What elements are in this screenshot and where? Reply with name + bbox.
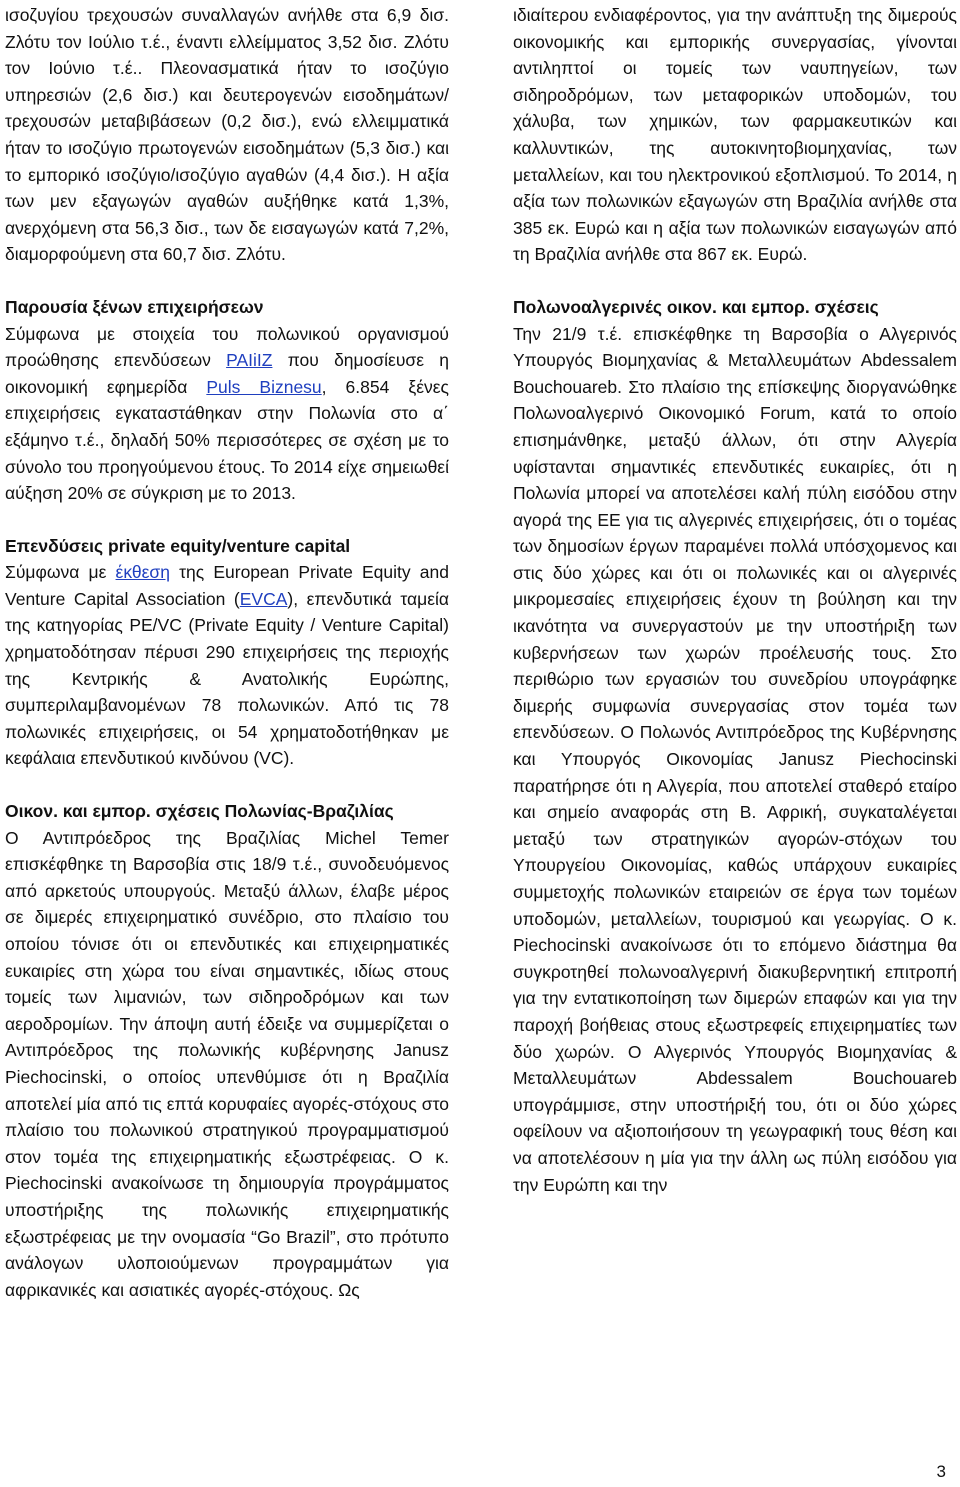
text-segment: , 6.854 ξένες επιχειρήσεις εγκαταστάθηκαν στην Πολωνία στο α΄ εξάμηνο τ.έ., δηλαδή 50% περισσότερες σε σχέση με το σύνολο του προηγούμενου έτους. Το 2014 είχε σημειωθεί αύξηση 20% σε σύγκριση με το 2013.: [5, 376, 449, 504]
evca-link[interactable]: EVCA: [239, 588, 288, 609]
poland-algeria-paragraph: Την 21/9 τ.έ. επισκέφθηκε τη Βαρσοβία ο Αλγερινός Υπουργός Βιομηχανίας & Μεταλλευμάτων Abdessalem Bouchouareb. Στο πλαίσιο της επίσκεψης διοργανώθηκε Πολωνοαλγερινό Οικονομικό Forum, κατά το οποίο επισημάνθηκε, μεταξύ άλλων, ότι στην Αλγερία υφίστανται σημαντικές επενδυτικές ευκαιρίες, ότι η Πολωνία μπορεί να αποτελέσει καλή πύλη εισόδου στην αγορά της ΕΕ για τις αλγερινές επιχειρήσεις, ότι ο τομέας των δημοσίων έργων παραμένει πολλά υπόσχομενος και στις δύο χώρες και ότι οι πολωνικές και οι αλγερινές μικρομεσαίες επιχειρήσεις έχουν τη βούληση και την ικανότητα να συνεργαστούν με την υποστήριξη των κυβερνήσεων των χωρών προέλευσής τους. Στο περιθώριο των εργασιών του συνεδρίου υπογράφηκε διμερής συμφωνία συνεργασίας στον τομέα των επενδύσεων. Ο Πολωνός Αντιπρόεδρος της Κυβέρνησης και Υπουργός Οικονομίας Janusz Piechocinski παρατήρησε ότι η Αλγερία, που αποτελεί σταθερό εταίρο και σημείο αναφοράς στη Β. Αφρική, συγκαταλέγεται μεταξύ των στρατηγικών αγορών-στόχων του Υπουργείου Οικονομίας, καθώς υπάρχουν ευκαιρίες συμμετοχής πολωνικών εταιρειών σε έργα των τομέων υποδομών, μεταλλείων, τουρισμού και γεωργίας. Ο κ. Piechocinski ανακοίνωσε ότι το επόμενο διάστημα θα συγκροτηθεί πολωνοαλγερινή διακυβερνητική επιτροπή για την εντατικοποίηση των διμερών επαφών και για την παροχή βοήθειας στους εξωστρεφείς επιχειρηματίες των δύο χωρών. Ο Αλγερινός Υπουργός Βιομηχανίας & Μεταλλευμάτων Abdessalem Bouchouareb υπογράμμισε, στην υποστήριξή του, ότι οι δύο χώρες οφείλουν να αξιοποιήσουν τη γεωγραφική τους θέση και να αποτελέσουν η μία για την άλλη ως πύλη εισόδου για την Ευρώπη και την: [513, 323, 957, 1195]
foreign-businesses-paragraph: [5, 321, 449, 507]
intro-paragraph: ισοζυγίου τρεχουσών συναλλαγών ανήλθε στα 6,9 δισ. Ζλότυ τον Ιούλιο τ.έ., έναντι ελλείμματος 3,52 δισ. Ζλότυ τον Ιούνιο τ.έ.. Πλεονασματικά ήταν το ισοζύγιο υπηρεσιών (2,6 δισ.) και δευτερογενών εισοδημάτων/τρεχουσών μεταβιβάσεων (0,2 δισ.), ενώ ελλειμματικά ήταν το ισοζύγιο πρωτογενών εισοδημάτων (5,3 δισ.) και το εμπορικό ισοζύγιο/ισοζύγιο αγαθών (4,4 δισ.). Η αξία των μεν εξαγωγών αγαθών αυξήθηκε κατά 1,3%, ανερχόμενη στα 56,3 δισ., των δε εισαγωγών κατά 7,2%, διαμορφούμενη στα 60,7 δισ. Ζλότυ.: [5, 5, 449, 265]
continuation-paragraph: ιδιαίτερου ενδιαφέροντος, για την ανάπτυξη της διμερούς οικονομικής και εμπορικής συνεργασίας, γίνονται αντιληπτοί οι τομείς των ναυπηγείων, των σιδηροδρόμων, των μεταφορικών υποδομών, του χάλυβα, των χημικών, των φαρμακευτικών και καλλυντικών, της αυτοκινητοβιομηχανίας, των μεταλλείων, και του ηλεκτρονικού εξοπλισμού. Το 2014, η αξία των πολωνικών εξαγωγών στη Βραζιλία ανήλθε στα 385 εκ. Ευρώ και η αξία των πολωνικών εισαγωγών από τη Βραζιλία ανήλθε στα 867 εκ. Ευρώ.: [513, 5, 957, 265]
heading-foreign-businesses: Παρουσία ξένων επιχειρήσεων: [5, 296, 264, 317]
spacer: [5, 772, 449, 798]
puls-biznesu-link[interactable]: Puls Biznesu: [206, 376, 322, 397]
text-segment: ), επενδυτικά ταμεία της κατηγορίας PE/VC (Private Equity / Venture Capital) χρηματοδότησαν πέρυσι 290 επιχειρήσεις της περιοχής της Κεντρικής & Ανατολικής Ευρώπης, συμπεριλαμβανομένων 78 πολωνικών. Από τις 78 πολωνικές επιχειρήσεις, οι 54 χρηματοδοτήθηκαν με κεφάλαια επενδυτικού κινδύνου (VC).: [5, 588, 449, 769]
heading-poland-brazil: Οικον. και εμπορ. σχέσεις Πολωνίας-Βραζιλίας: [5, 801, 394, 822]
text-segment: Σύμφωνα με: [5, 562, 116, 583]
heading-private-equity: Επενδύσεις private equity/venture capital: [5, 535, 351, 556]
poland-brazil-paragraph: Ο Αντιπρόεδρος της Βραζιλίας Michel Temer επισκέφθηκε τη Βαρσοβία στις 18/9 τ.έ., συνοδευόμενος από αρκετούς υπουργούς. Μεταξύ άλλων, έλαβε μέρος σε διμερές επιχειρηματικό συνέδριο, στο πλαίσιο του οποίου τόνισε ότι οι επενδυτικές και επιχειρηματικές ευκαιρίες στη χώρα του είναι σημαντικές, ιδίως στους τομείς των λιμανιών, των σιδηροδρόμων και των αεροδρομίων. Την άποψη αυτή έδειξε να συμμερίζεται ο Αντιπρόεδρος της πολωνικής κυβέρνησης Janusz Piechocinski, ο οποίος υπενθύμισε ότι η Βραζιλία αποτελεί μία από τις επτά κορυφαίες αγορές-στόχους στο πλαίσιο του πολωνικού στρατηγικού προγραμματισμού στον τομέα της επιχειρηματικής εξωστρέφειας. Ο κ. Piechocinski ανακοίνωσε τη δημιουργία προγράμματος υποστήριξης της πολωνικής επιχειρηματικής εξωστρέφειας με την ονομασία “Go Brazil”, στο πρότυπο ανάλογων υλοποιούμενων προγραμμάτων για αφρικανικές και ασιατικές αγορές-στόχους. Ως: [5, 827, 449, 1300]
right-column: [513, 2, 957, 1198]
spacer: [513, 268, 957, 294]
spacer: [5, 507, 449, 533]
text-segment: που δημοσίευσε η οικονομική εφημερίδα: [5, 350, 449, 397]
text-segment: της European Private Equity and Venture Capital Association (: [5, 562, 449, 609]
text-segment: Σύμφωνα με στοιχεία του πολωνικού οργανισμού προώθησης επενδύσεων: [5, 323, 449, 371]
private-equity-paragraph: [5, 559, 449, 772]
left-column: [5, 2, 449, 1303]
heading-poland-algeria: Πολωνοαλγερινές οικον. και εμπορ. σχέσεις: [513, 296, 879, 317]
report-link[interactable]: έκθεση: [115, 562, 170, 583]
paiiiz-link[interactable]: PAIiIZ: [226, 350, 273, 371]
page-number: 3: [936, 1462, 946, 1481]
spacer: [5, 268, 449, 294]
